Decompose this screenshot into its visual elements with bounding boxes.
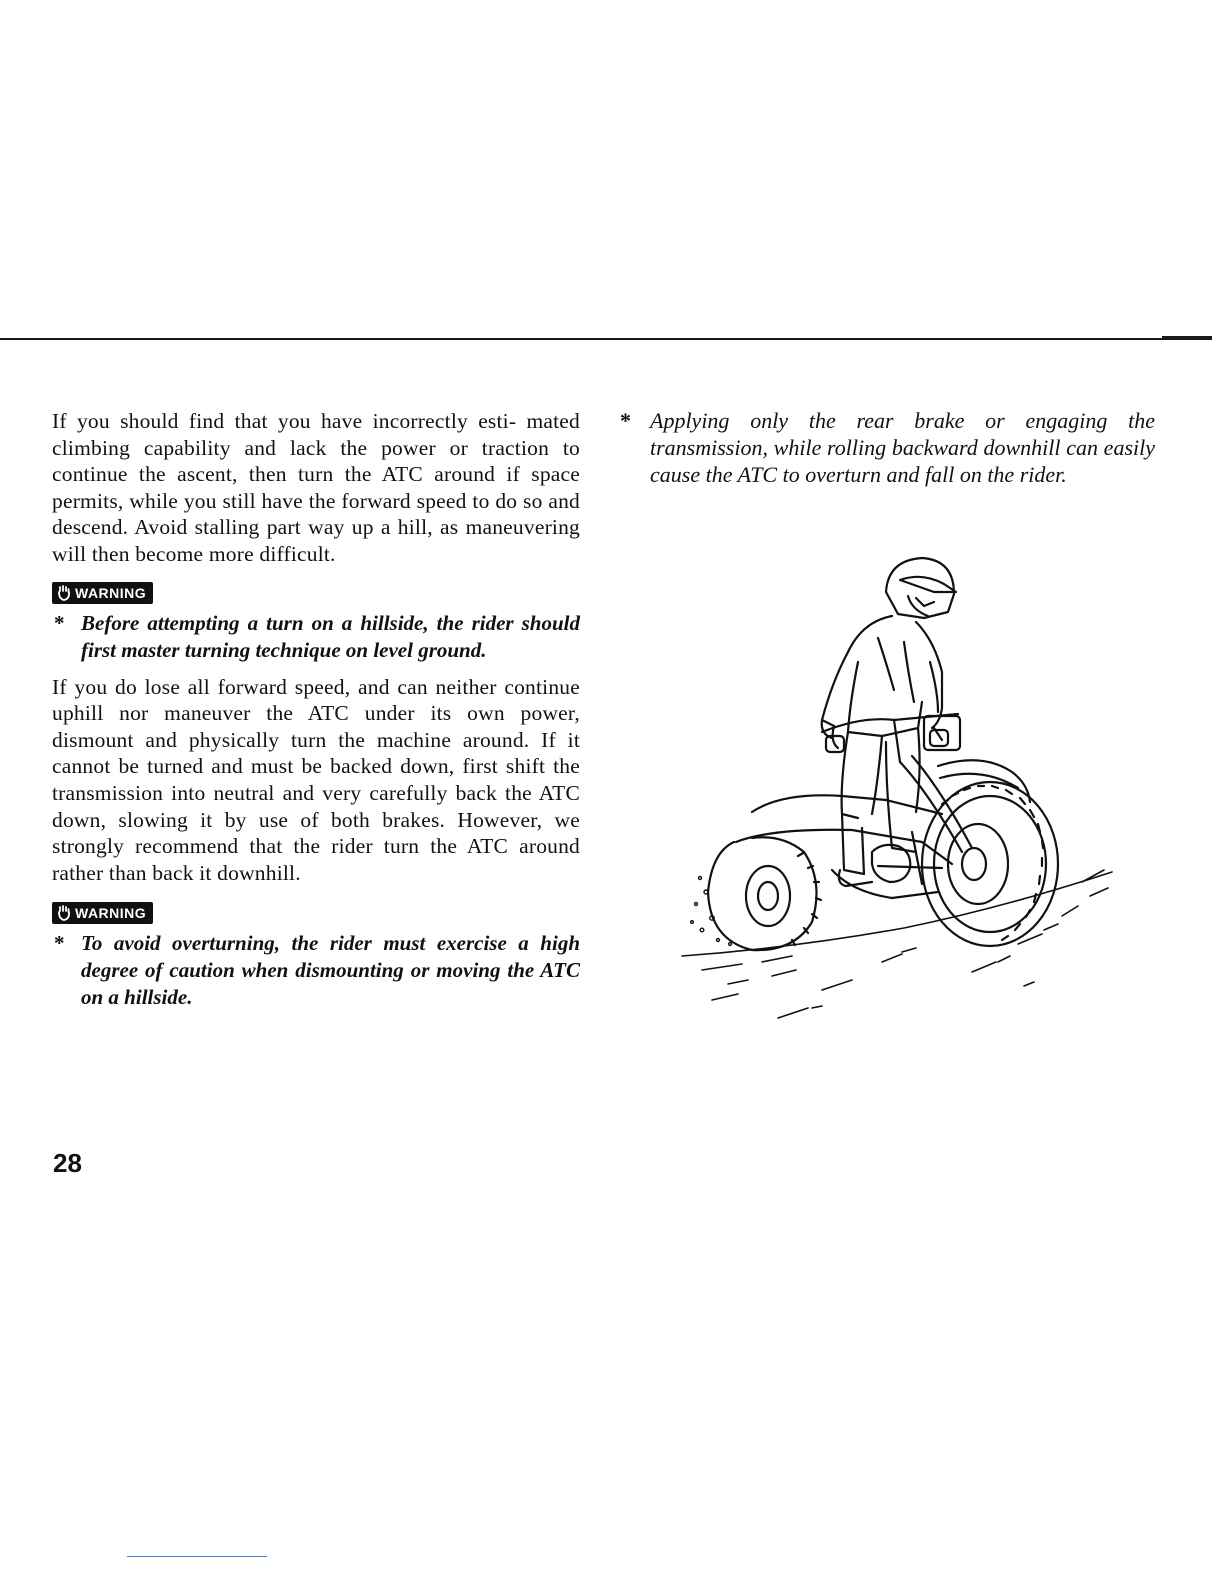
paragraph-lose-speed: If you do lose all forward speed, and can neither continue uphill nor maneuver the ATC under its own power, dismount and physically turn the machine around. If it cannot be turned and must be backed down, first shift the transmission into neutral and very carefully back the ATC down, slowing it by use of both brakes. However, we strongly recommend that the rider turn the ATC around rather than back it downhill. — [52, 674, 580, 885]
header-rule — [0, 338, 1212, 340]
warning-text-2 — [52, 930, 580, 1011]
bullet-1: * — [54, 610, 65, 635]
warning-label-1: WARNING — [75, 584, 147, 601]
footer-line — [127, 1556, 267, 1557]
atc-rear-wheel — [708, 837, 821, 950]
hand-warning-icon — [57, 905, 71, 921]
helmet — [886, 558, 956, 618]
header-rule-end — [1162, 336, 1212, 340]
rider-legs — [839, 728, 920, 886]
rear-brake-text: Applying only the rear brake or engaging the transmission, while rolling backward downhill can easily cause the ATC to overturn and fall on the rider. — [650, 408, 1155, 487]
warning-badge-1 — [52, 582, 153, 604]
left-column — [52, 408, 580, 1011]
warning-label-2: WARNING — [75, 905, 147, 922]
bullet-2: * — [54, 931, 65, 956]
warning-text-1 — [52, 610, 580, 664]
warning-1-body: Before attempting a turn on a hillside, the rider should first master turning technique on level ground. — [81, 610, 580, 662]
right-column — [620, 408, 1155, 488]
hand-warning-icon — [57, 585, 71, 601]
rear-brake-warning — [620, 408, 1155, 488]
page-number: 28 — [53, 1148, 82, 1178]
paragraph-incorrect-estimate: If you should find that you have incorrectly esti- mated climbing capability and lack the power or traction to continue the ascent, then turn the ATC around if space permits, while you still have the forward speed to do so and descend. Avoid stalling part way up a hill, as maneuvering will then become more difficult. — [52, 409, 580, 566]
atc-hillside-illustration — [672, 552, 1122, 1032]
warning-2-body: To avoid overturning, the rider must exercise a high degree of caution when dismounting or moving the ATC on a hillside. — [81, 931, 580, 1010]
bullet-right: * — [620, 408, 631, 433]
atc-front-wheel — [922, 782, 1058, 946]
warning-badge-2 — [52, 902, 153, 924]
